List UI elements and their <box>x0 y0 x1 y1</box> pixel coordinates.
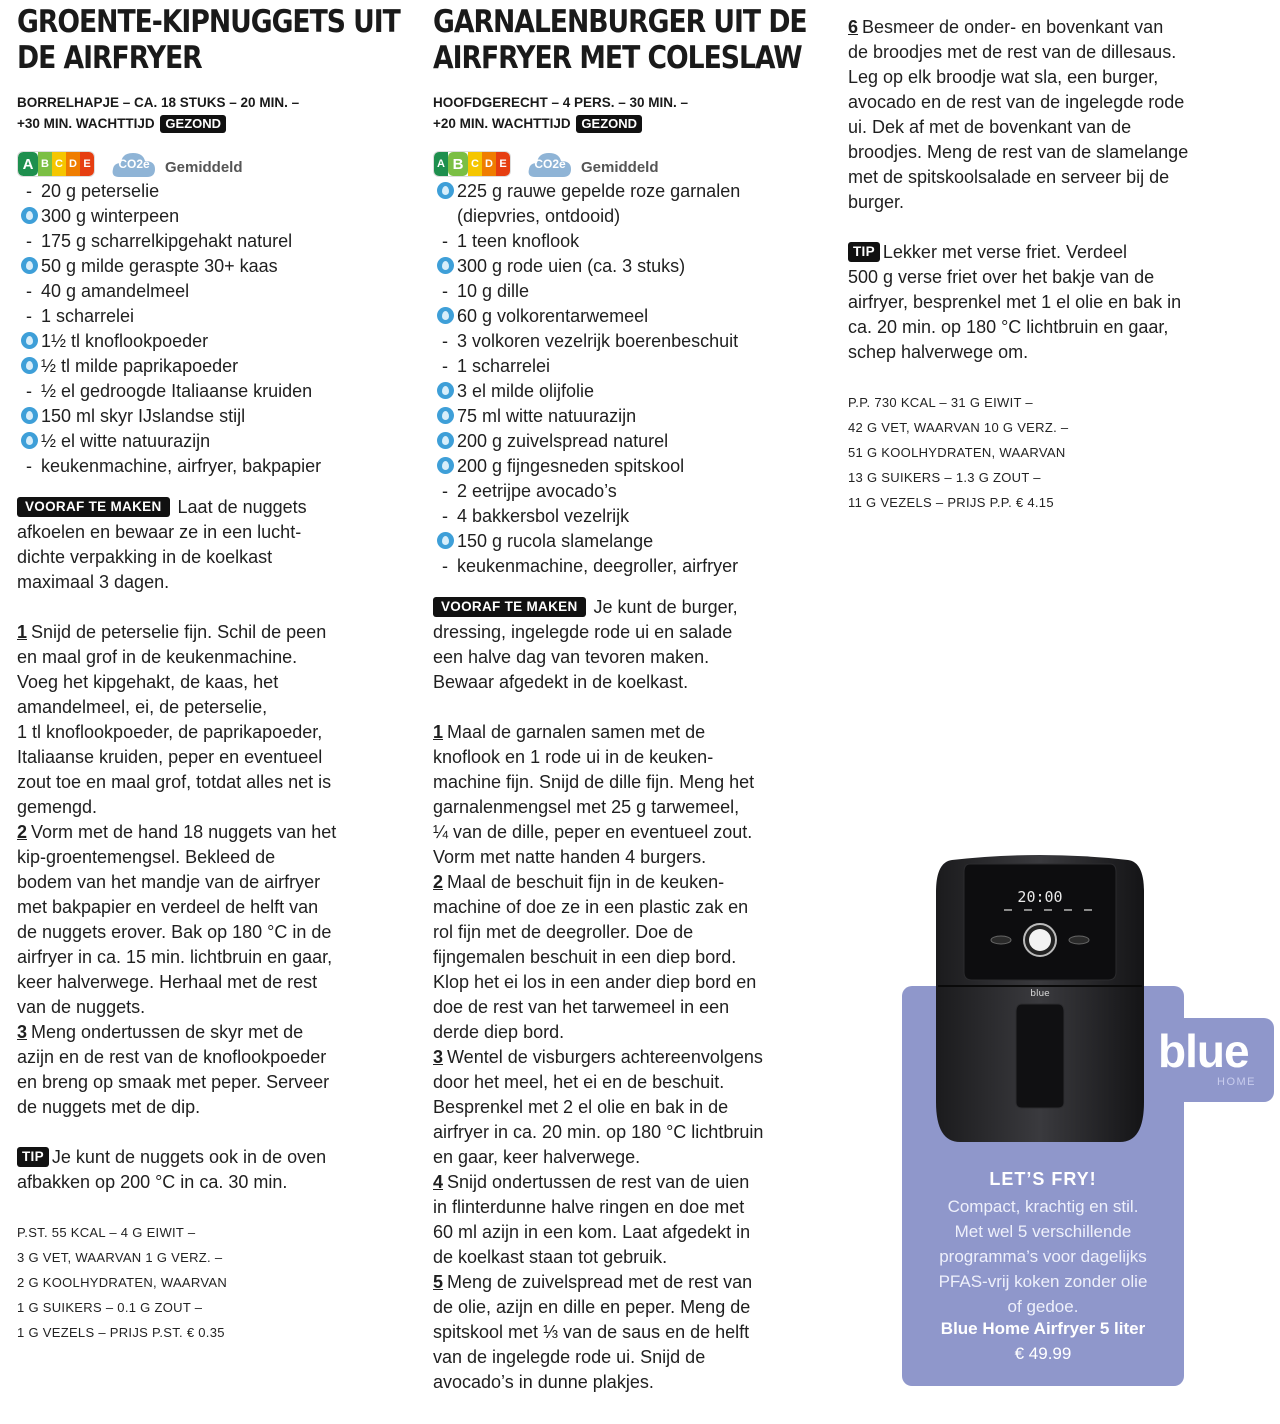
step-text: de olie, azijn en dille en peper. Meng de <box>433 1297 751 1317</box>
eco-drop-icon <box>21 432 38 449</box>
step-text: en breng op smaak met peper. Serveer <box>17 1072 330 1092</box>
logo-sub: HOME <box>1217 1076 1256 1088</box>
step-number: 4 <box>433 1172 444 1192</box>
text-line: schep halverwege om. <box>848 342 1029 362</box>
step-6 <box>848 15 1258 215</box>
nutriscore-letter-b: B <box>448 152 468 176</box>
co2-cloud-icon <box>527 149 573 179</box>
step-text: rol fijn met de deegroller. Doe de <box>433 922 694 942</box>
eco-drop-icon <box>17 329 41 354</box>
text-line: PFAS-vrij koken zonder olie <box>938 1272 1148 1291</box>
step-text: Wentel de visburgers achtereenvolgens <box>447 1047 763 1067</box>
ingredient-text: ½ tl milde paprikapoeder <box>41 356 239 376</box>
eco-drop-icon <box>17 354 41 379</box>
step-text: Snijd de peterselie fijn. Schil de peen <box>31 622 327 642</box>
meta-wait: +30 MIN. WACHTTIJD <box>17 116 155 131</box>
eco-drop-icon <box>433 254 457 279</box>
meta-line <box>17 113 397 134</box>
blue-home-logo <box>1146 1018 1274 1102</box>
eco-drop-icon <box>17 404 41 429</box>
ingredient-item <box>433 504 823 529</box>
eco-drop-icon <box>437 257 454 274</box>
step-text: keer halverwege. Herhaal met de rest <box>17 972 318 992</box>
ingredient-item <box>433 254 823 279</box>
text-line: Je kunt de nuggets ook in de oven <box>51 1147 327 1167</box>
eco-drop-icon <box>433 379 457 404</box>
ingredient-text: 1 scharrelei <box>41 306 135 326</box>
ingredient-text: keukenmachine, deegroller, airfryer <box>457 556 739 576</box>
ingredient-item <box>17 304 397 329</box>
step-number: 2 <box>17 822 28 842</box>
nutriscore-letter-c: C <box>468 152 482 176</box>
vooraf-tag: VOORAF TE MAKEN <box>17 497 170 517</box>
nutrition-line: 42 G VET, WAARVAN 10 G VERZ. – <box>848 420 1069 435</box>
nutrition-line: 13 G SUIKERS – 1.3 G ZOUT – <box>848 470 1041 485</box>
steps <box>848 15 1258 215</box>
ingredient-item <box>17 229 397 254</box>
step-text: Maal de garnalen samen met de <box>447 722 706 742</box>
step-text: airfryer in ca. 20 min. op 180 °C lichtbruin <box>433 1122 764 1142</box>
nutriscore-label <box>17 151 95 177</box>
eco-drop-icon <box>437 307 454 324</box>
nutrition-line: 2 G KOOLHYDRATEN, WAARVAN <box>17 1275 228 1290</box>
ingredient-text: 200 g zuivelspread naturel <box>457 431 669 451</box>
step-text: airfryer in ca. 15 min. lichtbruin en gaar, <box>17 947 333 967</box>
nutrition-info <box>848 390 1258 515</box>
ingredient-item <box>433 479 823 504</box>
nutriscore-letter-c: C <box>52 152 66 176</box>
step-2 <box>433 870 823 1045</box>
display-time: 20:00 <box>1017 888 1063 906</box>
nutriscore-letter-a: A <box>18 152 38 176</box>
ingredient-item <box>17 429 397 454</box>
ingredient-item <box>433 554 823 579</box>
promo-text <box>912 1194 1174 1319</box>
dash-icon: - <box>442 556 448 576</box>
step-text: door het meel, het ei en de beschuit. <box>433 1072 725 1092</box>
step-1 <box>17 620 397 820</box>
step-number: 3 <box>17 1022 28 1042</box>
ingredient-text: 150 ml skyr IJslandse stijl <box>41 406 246 426</box>
step-text: garnalenmengsel met 25 g tarwemeel, <box>433 797 740 817</box>
airfryer-image <box>930 852 1150 1144</box>
text-line: afkoelen en bewaar ze in een lucht- <box>17 522 302 542</box>
step-text: met de spitskoolsalade en serveer bij de <box>848 167 1170 187</box>
nutrition-info <box>17 1220 397 1345</box>
eco-drop-icon <box>437 532 454 549</box>
meta-wait: +20 MIN. WACHTTIJD <box>433 116 571 131</box>
steps <box>17 620 397 1120</box>
co2-text: CO2e <box>534 157 566 171</box>
dash-icon: - <box>442 481 448 501</box>
vooraf-block <box>433 595 823 695</box>
ingredient-item <box>17 404 397 429</box>
step-text: zout toe en maal grof, totdat alles net is <box>17 772 332 792</box>
ingredient-text: 3 volkoren vezelrijk boerenbeschuit <box>457 331 739 351</box>
tip-text <box>17 1147 326 1192</box>
step-text: 1 tl knoflookpoeder, de paprikapoeder, <box>17 722 323 742</box>
label-row <box>433 148 823 180</box>
dash-icon: - <box>26 231 32 251</box>
ingredient-item <box>433 179 823 204</box>
step-text: Vorm met de hand 18 nuggets van het <box>31 822 337 842</box>
tip-block <box>848 240 1258 365</box>
step-text: avocado’s in dunne plakjes. <box>433 1372 654 1392</box>
eco-drop-icon <box>433 179 457 204</box>
step-text: derde diep bord. <box>433 1022 565 1042</box>
label-row <box>17 148 397 180</box>
step-text: Leg op elk broodje wat sla, een burger, <box>848 67 1159 87</box>
vooraf-tag: VOORAF TE MAKEN <box>433 597 586 617</box>
meta-line <box>433 113 823 134</box>
nutriscore-letter-d: D <box>66 152 80 176</box>
step-text: Snijd ondertussen de rest van de uien <box>447 1172 750 1192</box>
ingredient-text: 200 g fijngesneden spitskool <box>457 456 685 476</box>
ingredient-item <box>433 279 823 304</box>
dash-icon: - <box>26 381 32 401</box>
step-text: Voeg het kipgehakt, de kaas, het <box>17 672 279 692</box>
nutrition-line: 1 G VEZELS – PRIJS P.ST. € 0.35 <box>17 1325 225 1340</box>
text-line: programma’s voor dagelijks <box>939 1247 1147 1266</box>
step-text: en gaar, keer halverwege. <box>433 1147 641 1167</box>
eco-drop-icon <box>21 357 38 374</box>
promo-price: € 49.99 <box>1014 1344 1072 1363</box>
co2-text: CO2e <box>118 157 150 171</box>
nutriscore-letter-e: E <box>80 152 94 176</box>
step-text: in flinterdunne halve ringen en doe met <box>433 1197 745 1217</box>
promo-product: Blue Home Airfryer 5 liter <box>940 1319 1146 1338</box>
dash-icon: - <box>442 506 448 526</box>
text-line: Met wel 5 verschillende <box>954 1222 1132 1241</box>
step-4 <box>433 1170 823 1270</box>
text-line: airfryer, besprenkel met 1 el olie en bak in <box>848 292 1182 312</box>
step-text: de koelkast staan tot gebruik. <box>433 1247 668 1267</box>
step-text: met bakpapier en verdeel de helft van <box>17 897 319 917</box>
step-5 <box>433 1270 823 1395</box>
step-text: spitskool met ⅓ van de saus en de helft <box>433 1322 750 1342</box>
title-line: GROENTE-KIPNUGGETS UIT <box>17 4 400 40</box>
step-text: azijn en de rest van de knoflookpoeder <box>17 1047 327 1067</box>
ingredient-item <box>17 454 397 479</box>
dash-icon: - <box>26 181 32 201</box>
step-text: Besmeer de onder- en bovenkant van <box>862 17 1164 37</box>
ingredient-item <box>17 279 397 304</box>
step-1 <box>433 720 823 870</box>
step-text: knoflook en 1 rode ui in de keuken- <box>433 747 714 767</box>
meta-line: BORRELHAPJE – CA. 18 STUKS – 20 MIN. – <box>17 95 300 110</box>
step-3 <box>17 1020 397 1120</box>
ingredient-item <box>17 379 397 404</box>
recipe-title <box>433 4 807 76</box>
dash-icon: - <box>26 281 32 301</box>
dash-icon: - <box>442 231 448 251</box>
ingredient-item <box>433 429 823 454</box>
step-text: bodem van het mandje van de airfryer <box>17 872 321 892</box>
ingredient-text: 1 scharrelei <box>457 356 551 376</box>
healthy-badge: GEZOND <box>160 115 226 133</box>
step-text: fijngemalen beschuit in een diep bord. <box>433 947 737 967</box>
title-line: AIRFRYER MET COLESLAW <box>433 40 802 76</box>
tip-text <box>848 242 1181 362</box>
co2-rating: Gemiddeld <box>581 158 659 176</box>
nutrition-line: 1 G SUIKERS – 0.1 G ZOUT – <box>17 1300 203 1315</box>
nutrition-line: P.P. 730 KCAL – 31 G EIWIT – <box>848 395 1033 410</box>
text-line: Lekker met verse friet. Verdeel <box>882 242 1128 262</box>
eco-drop-icon <box>437 182 454 199</box>
dash-icon: - <box>442 331 448 351</box>
eco-drop-icon <box>437 432 454 449</box>
step-text: ui. Dek af met de bovenkant van de <box>848 117 1132 137</box>
step-text: ¼ van de dille, peper en eventueel zout. <box>433 822 753 842</box>
ingredient-item <box>433 454 823 479</box>
ingredient-item <box>17 179 397 204</box>
ingredient-item <box>433 529 823 554</box>
step-text: doe de rest van het tarwemeel in een <box>433 997 730 1017</box>
step-number: 1 <box>17 622 28 642</box>
ingredient-text: 3 el milde olijfolie <box>457 381 595 401</box>
text-line: Je kunt de burger, <box>593 597 738 617</box>
eco-drop-icon <box>17 204 41 229</box>
step-number: 2 <box>433 872 444 892</box>
recipe-garnalenburger <box>433 0 823 1395</box>
step-text: kip-groentemengsel. Bekleed de <box>17 847 276 867</box>
nutriscore-letter-d: D <box>482 152 496 176</box>
step-text: 60 ml azijn in een kom. Laat afgedekt in <box>433 1222 751 1242</box>
text-line: ca. 20 min. op 180 °C lichtbruin en gaar, <box>848 317 1169 337</box>
vooraf-block <box>17 495 397 595</box>
dash-icon: - <box>442 281 448 301</box>
ingredient-item <box>433 404 823 429</box>
promo-title: LET’S FRY! <box>989 1169 1097 1189</box>
ingredient-text: 4 bakkersbol vezelrijk <box>457 506 630 526</box>
text-line: Compact, krachtig en stil. <box>947 1197 1139 1216</box>
title-line: DE AIRFRYER <box>17 40 202 76</box>
step-number: 6 <box>848 17 859 37</box>
step-text: Klop het ei los in een ander diep bord en <box>433 972 757 992</box>
nutrition-line: P.ST. 55 KCAL – 4 G EIWIT – <box>17 1225 196 1240</box>
ingredient-text: ½ el gedroogde Italiaanse kruiden <box>41 381 313 401</box>
recipe-meta <box>433 92 823 134</box>
ingredient-item <box>433 304 823 329</box>
nutriscore-letter-a: A <box>434 152 448 176</box>
eco-drop-icon <box>21 207 38 224</box>
co2-cloud-icon <box>111 149 157 179</box>
title-line: GARNALENBURGER UIT DE <box>433 4 807 40</box>
ingredient-text: 60 g volkorentarwemeel <box>457 306 649 326</box>
step-text: Maal de beschuit fijn in de keuken- <box>447 872 725 892</box>
ingredient-item <box>17 254 397 279</box>
nutrition-line: 3 G VET, WAARVAN 1 G VERZ. – <box>17 1250 223 1265</box>
eco-drop-icon <box>21 407 38 424</box>
dash-icon: - <box>26 456 32 476</box>
tip-tag: TIP <box>848 242 880 262</box>
eco-drop-icon <box>17 429 41 454</box>
ingredient-item <box>17 329 397 354</box>
ingredient-text: 40 g amandelmeel <box>41 281 190 301</box>
text-line: Bewaar afgedekt in de koelkast. <box>433 672 689 692</box>
step-text: amandelmeel, ei, de peterselie, <box>17 697 268 717</box>
text-line: dichte verpakking in de koelkast <box>17 547 273 567</box>
ingredient-text: 300 g rode uien (ca. 3 stuks) <box>457 256 686 276</box>
nutrition-line: 51 G KOOLHYDRATEN, WAARVAN <box>848 445 1066 460</box>
ingredient-text: 1½ tl knoflookpoeder <box>41 331 209 351</box>
step-text: avocado en de rest van de ingelegde rode <box>848 92 1185 112</box>
meta-line: HOOFDGERECHT – 4 PERS. – 30 MIN. – <box>433 95 689 110</box>
step-text: de nuggets erover. Bak op 180 °C in de <box>17 922 332 942</box>
step-text: Italiaanse kruiden, peper en eventueel <box>17 747 323 767</box>
step-text: van de ingelegde rode ui. Snijd de <box>433 1347 706 1367</box>
step-text: de broodjes met de rest van de dillesaus. <box>848 42 1177 62</box>
text-line: maximaal 3 dagen. <box>17 572 170 592</box>
step-text: gemengd. <box>17 797 98 817</box>
ingredient-item <box>433 354 823 379</box>
nutriscore-letter-b: B <box>38 152 52 176</box>
recipe-nuggets <box>17 0 400 1345</box>
eco-drop-icon <box>433 529 457 554</box>
ingredient-item <box>17 354 397 379</box>
eco-drop-icon <box>17 254 41 279</box>
dash-icon: - <box>442 356 448 376</box>
ingredient-list <box>433 179 823 579</box>
nutriscore-label <box>433 151 511 177</box>
ingredient-text: 225 g rauwe gepelde roze garnalen <box>457 181 741 201</box>
ingredient-text: ½ el witte natuurazijn <box>41 431 211 451</box>
ingredient-text: 75 ml witte natuurazijn <box>457 406 637 426</box>
eco-drop-icon <box>437 382 454 399</box>
step-text: Vorm met natte handen 4 burgers. <box>433 847 707 867</box>
step-number: 1 <box>433 722 444 742</box>
nutriscore-letter-e: E <box>496 152 510 176</box>
eco-drop-icon <box>433 404 457 429</box>
ingredient-text: 10 g dille <box>457 281 530 301</box>
step-text: van de nuggets. <box>17 997 146 1017</box>
nutrition-line: 11 G VEZELS – PRIJS P.P. € 4.15 <box>848 495 1054 510</box>
dash-icon: - <box>26 306 32 326</box>
ingredient-list <box>17 179 397 479</box>
ingredient-text: 2 eetrijpe avocado’s <box>457 481 617 501</box>
step-number: 3 <box>433 1047 444 1067</box>
recipe-title <box>17 4 400 76</box>
step-2 <box>17 820 397 1020</box>
step-text: Meng de zuivelspread met de rest van <box>447 1272 753 1292</box>
ingredient-text: 1 teen knoflook <box>457 231 580 251</box>
steps <box>433 720 823 1395</box>
step-text: Meng ondertussen de skyr met de <box>31 1022 304 1042</box>
tip-tag: TIP <box>17 1147 49 1167</box>
healthy-badge: GEZOND <box>576 115 642 133</box>
eco-drop-icon <box>433 454 457 479</box>
ingredient-item <box>17 204 397 229</box>
step-text: machine of doe ze in een plastic zak en <box>433 897 749 917</box>
logo-main: blue <box>1158 1025 1249 1077</box>
ingredient-text: 150 g rucola slamelange <box>457 531 654 551</box>
eco-drop-icon <box>21 257 38 274</box>
text-line: Laat de nuggets <box>177 497 307 517</box>
step-text: burger. <box>848 192 905 212</box>
ingredient-text: keukenmachine, airfryer, bakpapier <box>41 456 322 476</box>
tip-block <box>17 1145 397 1195</box>
eco-drop-icon <box>437 407 454 424</box>
ingredient-text: 20 g peterselie <box>41 181 160 201</box>
co2-rating: Gemiddeld <box>165 158 243 176</box>
eco-drop-icon <box>433 429 457 454</box>
step-number: 5 <box>433 1272 444 1292</box>
text-line: 500 g verse friet over het bakje van de <box>848 267 1155 287</box>
ingredient-item <box>433 329 823 354</box>
step-text: broodjes. Meng de rest van de slamelange <box>848 142 1189 162</box>
eco-drop-icon <box>437 457 454 474</box>
ingredient-text: (diepvries, ontdooid) <box>457 206 621 226</box>
recipe-meta <box>17 92 397 134</box>
ingredient-item <box>433 204 823 229</box>
text-line: een halve dag van tevoren maken. <box>433 647 710 667</box>
step-3 <box>433 1045 823 1170</box>
ingredient-item <box>433 229 823 254</box>
ingredient-text: 175 g scharrelkipgehakt naturel <box>41 231 293 251</box>
ingredient-item <box>433 379 823 404</box>
step-text: Besprenkel met 2 el olie en bak in de <box>433 1097 729 1117</box>
eco-drop-icon <box>21 332 38 349</box>
device-brand: blue <box>1030 989 1050 999</box>
ingredient-text: 300 g winterpeen <box>41 206 180 226</box>
text-line: of gedoe. <box>1007 1297 1079 1316</box>
eco-drop-icon <box>433 304 457 329</box>
step-text: de nuggets met de dip. <box>17 1097 201 1117</box>
step-text: en maal grof in de keukenmachine. <box>17 647 298 667</box>
recipe-garnalenburger-continued <box>848 0 1258 515</box>
step-text: machine fijn. Snijd de dille fijn. Meng het <box>433 772 755 792</box>
text-line: afbakken op 200 °C in ca. 30 min. <box>17 1172 288 1192</box>
text-line: dressing, ingelegde rode ui en salade <box>433 622 733 642</box>
ingredient-text: 50 g milde geraspte 30+ kaas <box>41 256 278 276</box>
